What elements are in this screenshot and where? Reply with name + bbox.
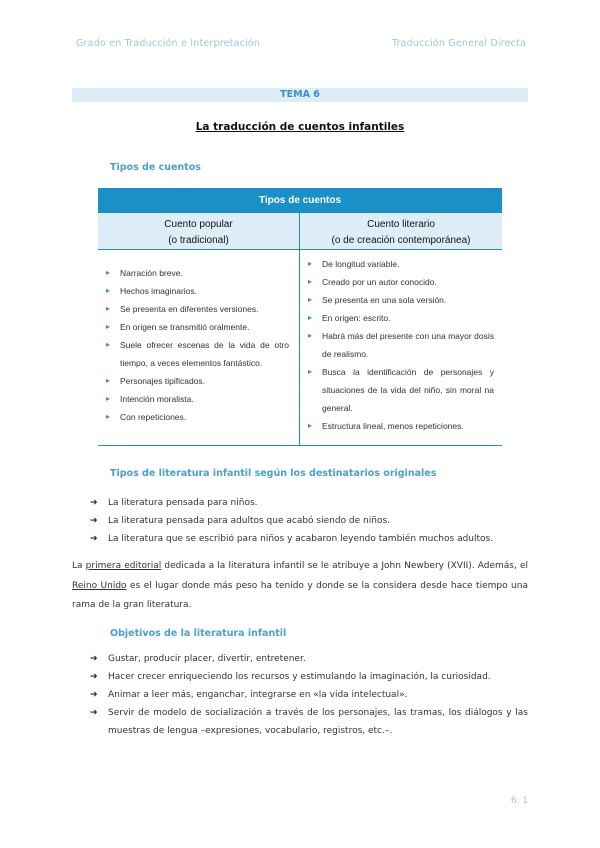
header-course: Grado en Traducción e Interpretación — [76, 38, 261, 49]
list-item: ➔ Servir de modelo de socialización a través de los personajes, las tramas, los diálogos y las muestras de lengua –expresiones, vocabulario, registros, etc.–. — [90, 704, 528, 740]
column-literario-subtitle: (o de creación contemporánea) — [331, 235, 471, 246]
list-item: ▸ Creado por un autor conocido. — [306, 273, 494, 291]
list-item: ➔ Hacer crecer enriqueciendo los recursos y estimulando la imaginación, la curiosidad. — [90, 668, 528, 686]
column-literario-title: Cuento literario — [367, 219, 435, 230]
list-item: ➔ Gustar, producir placer, divertir, entretener. — [90, 650, 528, 668]
table-columns — [98, 213, 502, 445]
list-item: ▸ Se presenta en diferentes versiones. — [104, 300, 289, 318]
list-item: ▸ Personajes tipificados. — [104, 372, 289, 390]
literario-features-list — [306, 255, 494, 435]
section-heading-destinatarios: Tipos de literatura infantil según los destinatarios originales — [110, 468, 437, 479]
list-item: ➔ La literatura pensada para adultos que acabó siendo de niños. — [90, 512, 528, 530]
story-types-table — [98, 188, 502, 446]
list-item: ▸ Habrá más del presente con una mayor dosis de realismo. — [306, 327, 494, 363]
page-number: 6. 1 — [510, 796, 528, 806]
destinatarios-list — [90, 494, 528, 548]
list-item: ▸ En origen se transmitió oralmente. — [104, 318, 289, 336]
list-item: ➔ La literatura pensada para niños. — [90, 494, 528, 512]
column-popular-subtitle: (o tradicional) — [168, 235, 229, 246]
column-popular — [98, 213, 300, 445]
column-popular-header — [98, 213, 299, 250]
list-item: ▸ Con repeticiones. — [104, 408, 289, 426]
paragraph-text: es el lugar donde más peso ha tenido y donde se la considera desde hace tiempo una rama de la gran literatura. — [72, 580, 528, 610]
list-item: ▸ En origen: escrito. — [306, 309, 494, 327]
underlined-term: Reino Unido — [72, 580, 127, 591]
list-item: ▸ Narración breve. — [104, 264, 289, 282]
list-item: ▸ Estructura lineal, menos repeticiones. — [306, 417, 494, 435]
column-literario-header — [300, 213, 502, 250]
paragraph-text: dedicada a la literatura infantil se le atribuye a John Newbery (XVII). Además, el — [161, 561, 529, 571]
objetivos-list — [90, 650, 528, 740]
table-header: Tipos de cuentos — [98, 188, 502, 213]
topic-banner: TEMA 6 — [72, 88, 528, 102]
section-heading-objetivos: Objetivos de la literatura infantil — [110, 628, 287, 639]
history-paragraph — [72, 557, 528, 616]
column-popular-title: Cuento popular — [164, 219, 233, 230]
header-subject: Traducción General Directa — [391, 38, 526, 49]
column-literario-body — [300, 250, 502, 445]
table-bottom-border — [98, 445, 502, 446]
list-item: ➔ La literatura que se escribió para niños y acabaron leyendo también muchos adultos. — [90, 530, 528, 548]
list-item: ➔ Animar a leer más, enganchar, integrarse en «la vida intelectual». — [90, 686, 528, 704]
section-heading-tipos-cuentos: Tipos de cuentos — [110, 162, 201, 173]
list-item: ▸ Suele ofrecer escenas de la vida de otro tiempo, a veces elementos fantástico. — [104, 336, 289, 372]
underlined-term: primera editorial — [85, 561, 162, 571]
list-item: ▸ Intención moralista. — [104, 390, 289, 408]
popular-features-list — [104, 264, 289, 426]
paragraph-text: La — [72, 561, 86, 571]
column-popular-body — [98, 250, 299, 445]
page-title — [0, 121, 600, 133]
column-literario — [300, 213, 502, 445]
page-title-text: La traducción de cuentos infantiles — [195, 121, 405, 133]
list-item: ▸ Hechos imaginarios. — [104, 282, 289, 300]
list-item: ▸ Se presenta en una sola versión. — [306, 291, 494, 309]
list-item: ▸ De longitud variable. — [306, 255, 494, 273]
list-item: ▸ Busca la identificación de personajes y situaciones de la vida del niño, sin moral na general. — [306, 363, 494, 417]
